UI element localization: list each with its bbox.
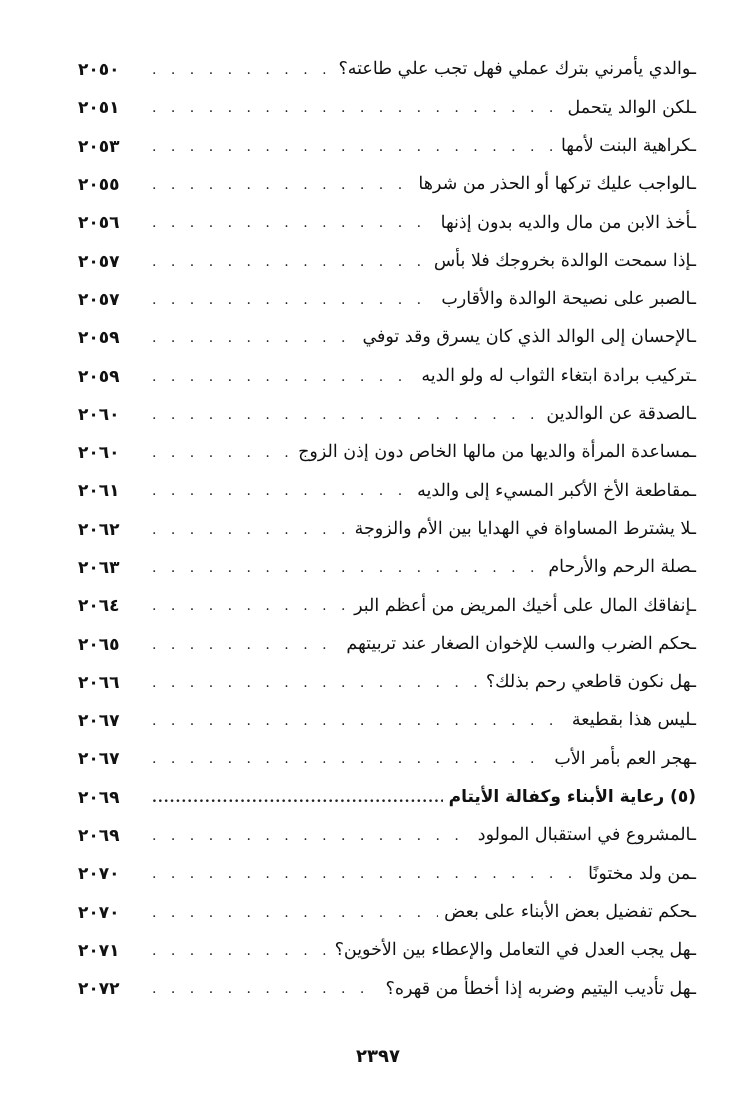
toc-entry-page: ٢٠٦٩ (78, 826, 120, 847)
toc-entry-title: ـالصبر على نصيحة الوالدة والأقارب (441, 289, 696, 310)
toc-entry-title: ـلكن الوالد يتحمل (567, 97, 696, 118)
toc-entry (78, 587, 696, 625)
toc-entry (78, 740, 696, 778)
dot-leader (152, 903, 438, 923)
toc-entry (78, 970, 696, 1008)
toc-entry (78, 357, 696, 395)
toc-entry-title: ـصلة الرحم والأرحام (548, 557, 696, 578)
toc-entry (78, 319, 696, 357)
table-of-contents (78, 51, 696, 1008)
dot-leader (152, 558, 542, 578)
toc-entry-title: ـحكم تفضيل بعض الأبناء على بعض (444, 901, 696, 922)
toc-entry-title: ـمقاطعة الأخ الأكبر المسيء إلى والديه (417, 480, 696, 501)
dot-leader (152, 98, 562, 118)
dot-leader (152, 252, 428, 272)
dot-leader (152, 788, 443, 808)
toc-entry (78, 511, 696, 549)
toc-entry-title: ـهل تأديب اليتيم وضربه إذا أخطأ من قهره؟ (385, 978, 696, 999)
toc-entry-page: ٢٠٧٢ (78, 979, 120, 1000)
dot-leader (152, 405, 540, 425)
dot-leader (152, 367, 415, 387)
toc-entry-title: ـإذا سمحت الوالدة بخروجك فلا بأس (433, 250, 696, 271)
toc-entry-page: ٢٠٦٤ (78, 596, 120, 617)
dot-leader (152, 328, 356, 348)
toc-entry (78, 549, 696, 587)
dot-leader (152, 137, 555, 157)
toc-entry-page: ٢٠٦١ (78, 481, 120, 502)
toc-entry-page: ٢٠٥٧ (78, 251, 120, 272)
toc-entry-title: ـالصدقة عن الوالدين (546, 404, 696, 425)
toc-entry (78, 855, 696, 893)
toc-entry (78, 664, 696, 702)
toc-entry (78, 702, 696, 740)
toc-entry-page: ٢٠٧٠ (78, 902, 120, 923)
toc-entry-page: ٢٠٦٠ (78, 443, 120, 464)
toc-entry-title: (٥) رعاية الأبناء وكفالة الأيتام (448, 787, 696, 808)
toc-entry-title: ـلا يشترط المساواة في الهدايا بين الأم والزوجة (354, 518, 696, 539)
toc-entry (78, 89, 696, 127)
toc-entry-page: ٢٠٦٣ (78, 558, 120, 578)
toc-entry-page: ٢٠٥٦ (78, 213, 120, 234)
toc-entry-title: ـليس هذا بقطيعة (571, 710, 696, 731)
toc-entry-title: ـالإحسان إلى الوالد الذي كان يسرق وقد توفي (362, 327, 696, 348)
toc-entry-page: ٢٠٧٠ (78, 864, 120, 885)
toc-entry (78, 625, 696, 663)
dot-leader (152, 443, 292, 463)
dot-leader (152, 175, 412, 195)
toc-entry (78, 166, 696, 204)
dot-leader (152, 826, 472, 846)
toc-entry (78, 204, 696, 242)
toc-entry (78, 128, 696, 166)
toc-entry-page: ٢٠٥٠ (78, 60, 120, 81)
page-number: ٢٣٩٧ (356, 1046, 400, 1067)
dot-leader (152, 520, 349, 540)
dot-leader (152, 213, 435, 233)
toc-entry-page: ٢٠٧١ (78, 940, 120, 961)
dot-leader (152, 60, 332, 80)
dot-leader (152, 749, 548, 769)
toc-entry-title: ـهل يجب العدل في التعامل والإعطاء بين الأخوين؟ (334, 940, 696, 961)
toc-entry (78, 434, 696, 472)
toc-entry-title: ـالواجب عليك تركها أو الحذر من شرها (418, 174, 696, 195)
toc-entry-title: ـالمشروع في استقبال المولود (477, 825, 696, 846)
toc-entry-page: ٢٠٥٧ (78, 289, 120, 310)
dot-leader (152, 596, 348, 616)
toc-section-heading (78, 779, 696, 817)
toc-entry (78, 817, 696, 855)
toc-entry (78, 472, 696, 510)
toc-entry-title: ـإنفاقك المال على أخيك المريض من أعظم البر (354, 595, 696, 616)
toc-entry-title: ـوالدي يأمرني بترك عملي فهل تجب علي طاعته؟ (338, 59, 696, 80)
toc-entry-page: ٢٠٥١ (78, 98, 120, 119)
dot-leader (152, 979, 380, 999)
toc-entry-title: ـتركيب برادة ابتغاء الثواب له ولو الديه (421, 365, 696, 386)
toc-entry-page: ٢٠٦٢ (78, 519, 120, 540)
toc-entry-title: ـمن ولد مختونًا (588, 863, 696, 884)
toc-entry-title: ـحكم الضرب والسب للإخوان الصغار عند تربيتهم (346, 633, 696, 654)
dot-leader (152, 941, 329, 961)
toc-entry (78, 281, 696, 319)
dot-leader (152, 711, 566, 731)
dot-leader (152, 673, 480, 693)
toc-entry-page: ٢٠٦٠ (78, 404, 120, 425)
toc-entry (78, 51, 696, 89)
toc-entry-page: ٢٠٦٧ (78, 711, 120, 732)
toc-entry-page: ٢٠٦٩ (78, 787, 120, 808)
toc-entry (78, 242, 696, 280)
toc-entry-page: ٢٠٥٥ (78, 175, 120, 196)
toc-entry-title: ـهجر العم بأمر الأب (554, 748, 696, 769)
toc-entry-page: ٢٠٥٣ (78, 136, 120, 157)
toc-entry-title: ـهل نكون قاطعي رحم بذلك؟ (485, 672, 696, 693)
toc-entry-page: ٢٠٦٧ (78, 749, 120, 770)
dot-leader (152, 635, 340, 655)
toc-entry (78, 894, 696, 932)
toc-entry-page: ٢٠٦٦ (78, 672, 120, 693)
toc-entry-page: ٢٠٥٩ (78, 328, 120, 349)
toc-entry-title: ـأخذ الابن من مال والديه بدون إذنها (440, 212, 696, 233)
toc-entry-title: ـمساعدة المرأة والديها من مالها الخاص دون إذن الزوج (298, 442, 696, 463)
dot-leader (152, 481, 411, 501)
toc-entry-page: ٢٠٦٥ (78, 634, 120, 655)
toc-entry (78, 932, 696, 970)
toc-entry (78, 396, 696, 434)
toc-entry-title: ـكراهية البنت لأمها (560, 135, 696, 156)
toc-entry-page: ٢٠٥٩ (78, 366, 120, 387)
dot-leader (152, 290, 435, 310)
dot-leader (152, 864, 582, 884)
